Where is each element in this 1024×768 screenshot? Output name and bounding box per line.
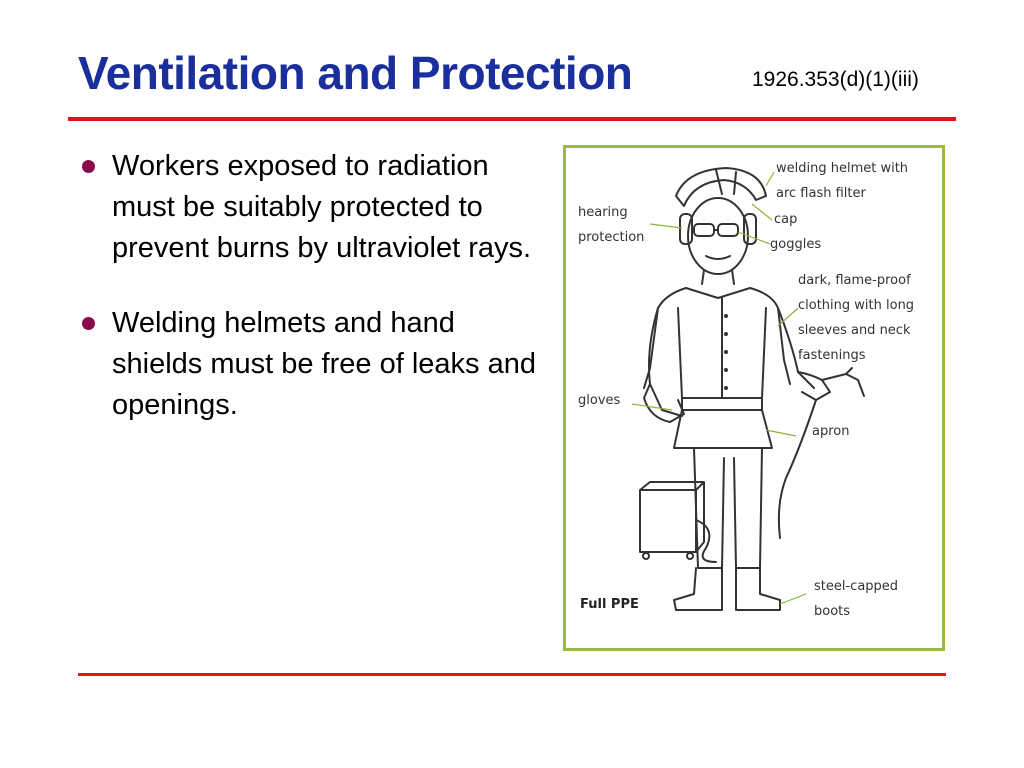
figure-caption: Full PPE xyxy=(580,597,639,612)
steel-capped-boots xyxy=(674,568,722,610)
slide-title: Ventilation and Protection xyxy=(78,47,633,99)
regulation-reference: 1926.353(d)(1)(iii) xyxy=(752,68,919,91)
bullet-dot-icon xyxy=(82,160,95,173)
label-clothing-2: clothing with long xyxy=(798,298,915,313)
label-gloves: gloves xyxy=(578,393,621,408)
bullet-item xyxy=(82,303,552,426)
goggles xyxy=(694,224,714,236)
bullet-text: Welding helmets and hand shields must be free of leaks and openings. xyxy=(112,307,536,421)
label-clothing-1: dark, flame-proof xyxy=(798,273,911,288)
welding-torch xyxy=(822,368,864,396)
label-goggles: goggles xyxy=(770,237,822,252)
label-cap: cap xyxy=(774,212,798,227)
bullet-text: Workers exposed to radiation must be suitably protected to prevent burns by ultraviolet rays. xyxy=(112,150,532,264)
ppe-illustration xyxy=(563,145,945,651)
label-clothing-3: sleeves and neck xyxy=(798,323,911,338)
label-apron: apron xyxy=(812,424,850,439)
label-boots-2: boots xyxy=(814,604,851,619)
bottom-divider xyxy=(78,673,946,676)
label-clothing-4: fastenings xyxy=(798,348,866,363)
top-divider xyxy=(68,117,956,121)
bullet-list xyxy=(82,146,552,460)
welding-machine xyxy=(640,482,704,552)
label-hearing-2: protection xyxy=(578,230,645,245)
label-welding-helmet-2: arc flash filter xyxy=(776,186,866,201)
torch-cable xyxy=(779,400,816,538)
label-hearing-1: hearing xyxy=(578,205,628,220)
apron xyxy=(674,410,772,448)
left-glove xyxy=(644,384,684,422)
bullet-dot-icon xyxy=(82,317,95,330)
label-welding-helmet-1: welding helmet with xyxy=(776,161,909,176)
label-boots-1: steel-capped xyxy=(814,579,899,594)
bullet-item xyxy=(82,146,552,269)
flame-proof-jacket xyxy=(644,288,790,388)
